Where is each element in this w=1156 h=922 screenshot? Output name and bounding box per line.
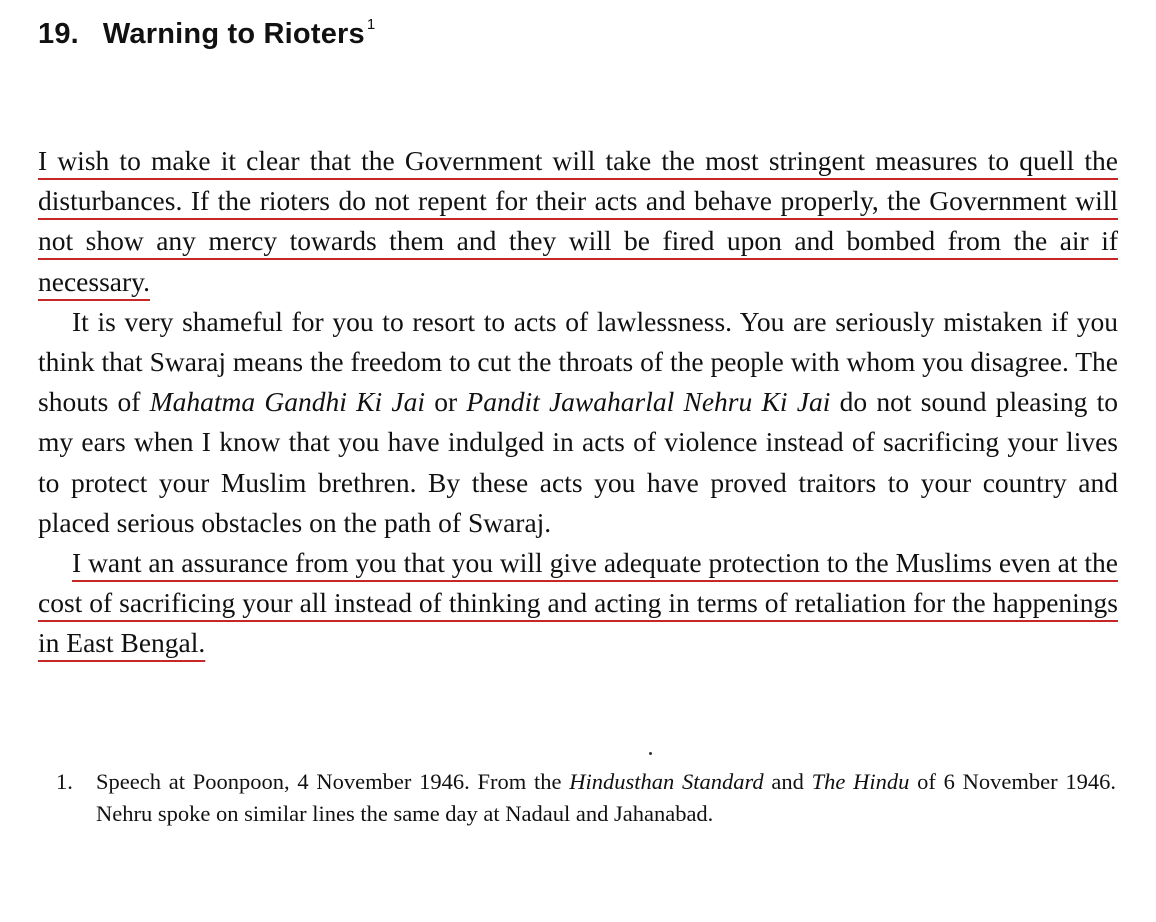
section-title: Warning to Rioters	[102, 18, 365, 50]
footnote-text	[96, 766, 1116, 830]
paragraph-2-text-b: or	[424, 386, 467, 418]
highlighted-text-1: I wish to make it clear that the Government will take the most stringent measures to quell the disturbances. If the rioters do not repent for their acts and behave properly, the Government will not show any mercy towards them and they will be fired upon and bombed from the air if necessary.	[38, 145, 1118, 297]
stray-dot-mark	[649, 752, 652, 755]
footnote-italic-b: The Hindu	[811, 769, 910, 794]
paragraph-2-text-c: do not sound pleasing to my ears when I know that you have indulged in acts of violence instead of sacrificing your lives to protect your Muslim brethren. By these acts you have proved traitors to your country and placed serious obstacles on the path of Swaraj.	[38, 386, 1118, 538]
footnote	[56, 766, 1116, 830]
paragraph-1	[38, 141, 1118, 302]
paragraph-2-italic-a: Mahatma Gandhi Ki Jai	[149, 386, 425, 418]
footnote-reference: 1	[366, 16, 376, 33]
paragraph-3	[38, 543, 1118, 664]
section-heading	[38, 18, 375, 51]
paragraph-2-text-a: It is very shameful for you to resort to acts of lawlessness. You are seriously mistaken if you think that Swaraj means the freedom to cut the throats of the people with whom you disagree. The shouts of	[38, 305, 1118, 418]
footnote-italic-a: Hindusthan Standard	[569, 769, 764, 794]
highlighted-text-3: I want an assurance from you that you will give adequate protection to the Muslims even at the cost of sacrificing your all instead of thinking and acting in terms of retaliation for the happenings in East Bengal.	[38, 547, 1118, 659]
footnote-text-c: of 6 November 1946. Nehru spoke on similar lines the same day at Nadaul and Jahanabad.	[96, 769, 1116, 826]
paragraph-2	[38, 302, 1118, 543]
footnote-number: 1.	[56, 769, 73, 794]
footnote-text-a: Speech at Poonpoon, 4 November 1946. From the	[96, 769, 570, 794]
footnote-text-b: and	[763, 769, 812, 794]
section-number: 19.	[38, 18, 79, 50]
speech-body	[38, 141, 1118, 664]
paragraph-2-italic-b: Pandit Jawaharlal Nehru Ki Jai	[466, 386, 831, 418]
